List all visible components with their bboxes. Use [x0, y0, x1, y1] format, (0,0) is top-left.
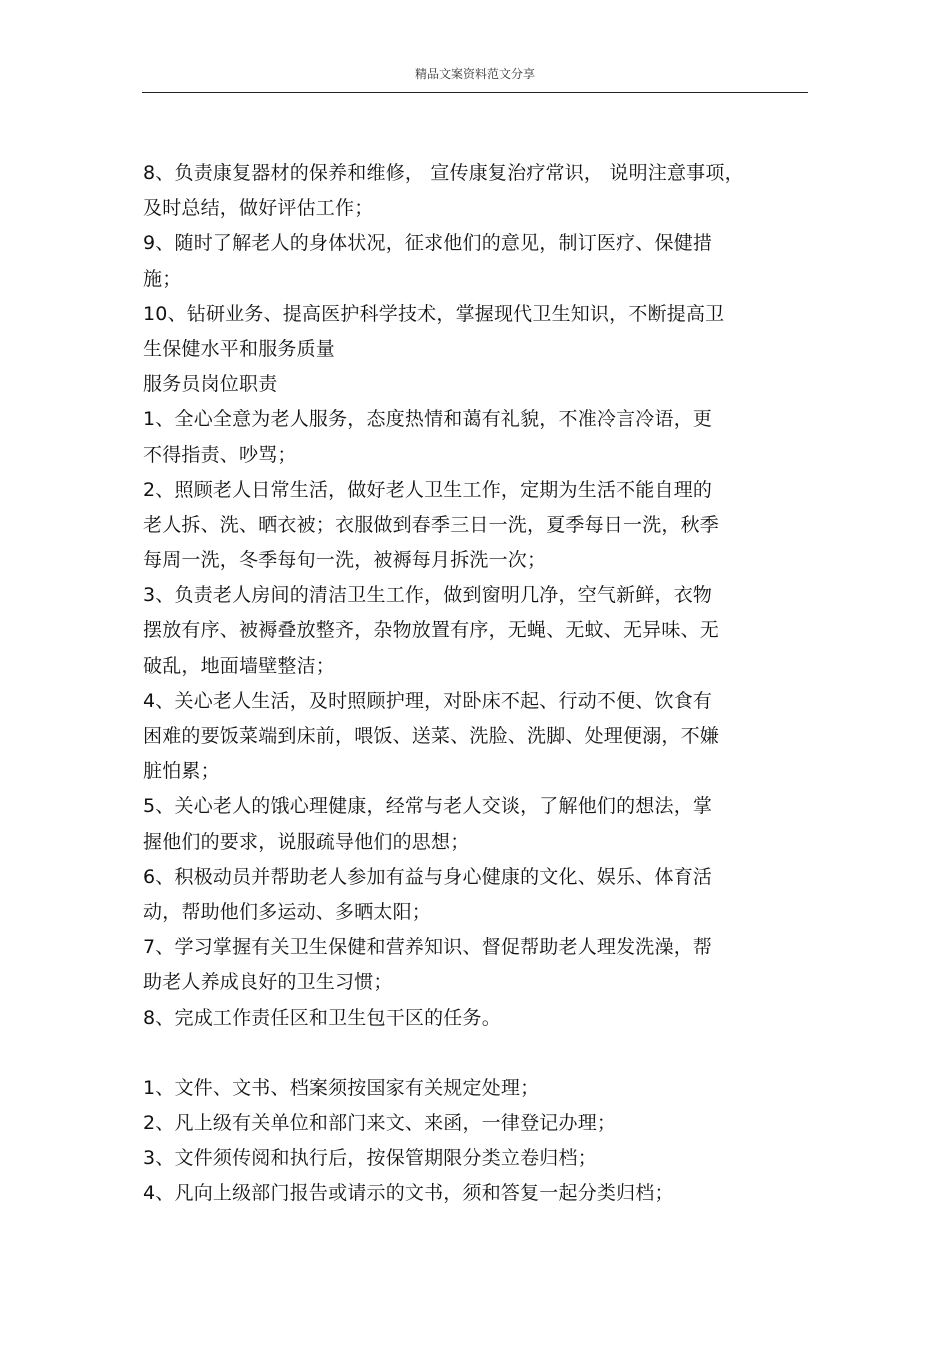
text-line: 及时总结，做好评估工作；	[143, 197, 374, 220]
text-line: 1、全心全意为老人服务，态度热情和蔼有礼貌，不准冷言冷语，更	[143, 408, 713, 431]
text-line: 握他们的要求，说服疏导他们的思想；	[143, 830, 470, 853]
text-line: 老人拆、洗、晒衣被；衣服做到春季三日一洗，夏季每日一洗，秋季	[143, 513, 720, 536]
text-line: 施；	[143, 267, 182, 290]
text-line: 不得指责、吵骂；	[143, 443, 297, 466]
text-line: 8、负责康复器材的保养和维修， 宣传康复治疗常识， 说明注意事项，	[143, 162, 744, 184]
text-line: 2、照顾老人日常生活，做好老人卫生工作，定期为生活不能自理的	[143, 478, 713, 501]
text-line: 助老人养成良好的卫生习惯；	[143, 971, 393, 994]
text-line: 动，帮助他们多运动、多晒太阳；	[143, 900, 432, 923]
text-line: 4、凡向上级部门报告或请示的文书，须和答复一起分类归档；	[143, 1182, 674, 1205]
text-line: 脏怕累；	[143, 760, 220, 783]
text-line: 10、钻研业务、提高医护科学技术，掌握现代卫生知识，不断提高卫	[143, 302, 725, 325]
text-line: 2、凡上级有关单位和部门来文、来函，一律登记办理；	[143, 1112, 617, 1135]
text-line: 1、文件、文书、档案须按国家有关规定处理；	[143, 1076, 540, 1099]
text-line: 3、负责老人房间的清洁卫生工作，做到窗明几净，空气新鲜，衣物	[143, 584, 713, 607]
text-line: 摆放有序、被褥叠放整齐，杂物放置有序，无蝇、无蚊、无异味、无	[143, 619, 720, 642]
section-heading: 服务员岗位职责	[143, 373, 278, 396]
text-line: 6、积极动员并帮助老人参加有益与身心健康的文化、娱乐、体育活	[143, 865, 713, 888]
text-line: 困难的要饭菜端到床前，喂饭、送菜、洗脸、洗脚、处理便溺，不嫌	[143, 725, 720, 747]
text-line: 破乱，地面墙壁整洁；	[143, 654, 336, 677]
text-line: 7、学习掌握有关卫生保健和营养知识、督促帮助老人理发洗澡，帮	[143, 936, 713, 959]
text-line: 8、完成工作责任区和卫生包干区的任务。	[143, 1006, 501, 1029]
text-line: 生保健水平和服务质量	[143, 337, 336, 360]
blank-line	[143, 1036, 803, 1071]
text-line: 每周一洗，冬季每旬一洗，被褥每月拆洗一次；	[143, 549, 547, 572]
text-line: 3、文件须传阅和执行后，按保管期限分类立卷归档；	[143, 1147, 597, 1170]
page-header	[142, 62, 808, 93]
text-line: 4、关心老人生活，及时照顾护理，对卧床不起、行动不便、饮食有	[143, 689, 713, 712]
header-title: 精品文案资料范文分享	[414, 67, 535, 81]
text-line: 9、随时了解老人的身体状况，征求他们的意见，制订医疗、保健措	[143, 232, 713, 255]
text-line: 5、关心老人的饿心理健康，经常与老人交谈，了解他们的想法，掌	[143, 795, 713, 818]
document-body	[143, 156, 803, 1212]
